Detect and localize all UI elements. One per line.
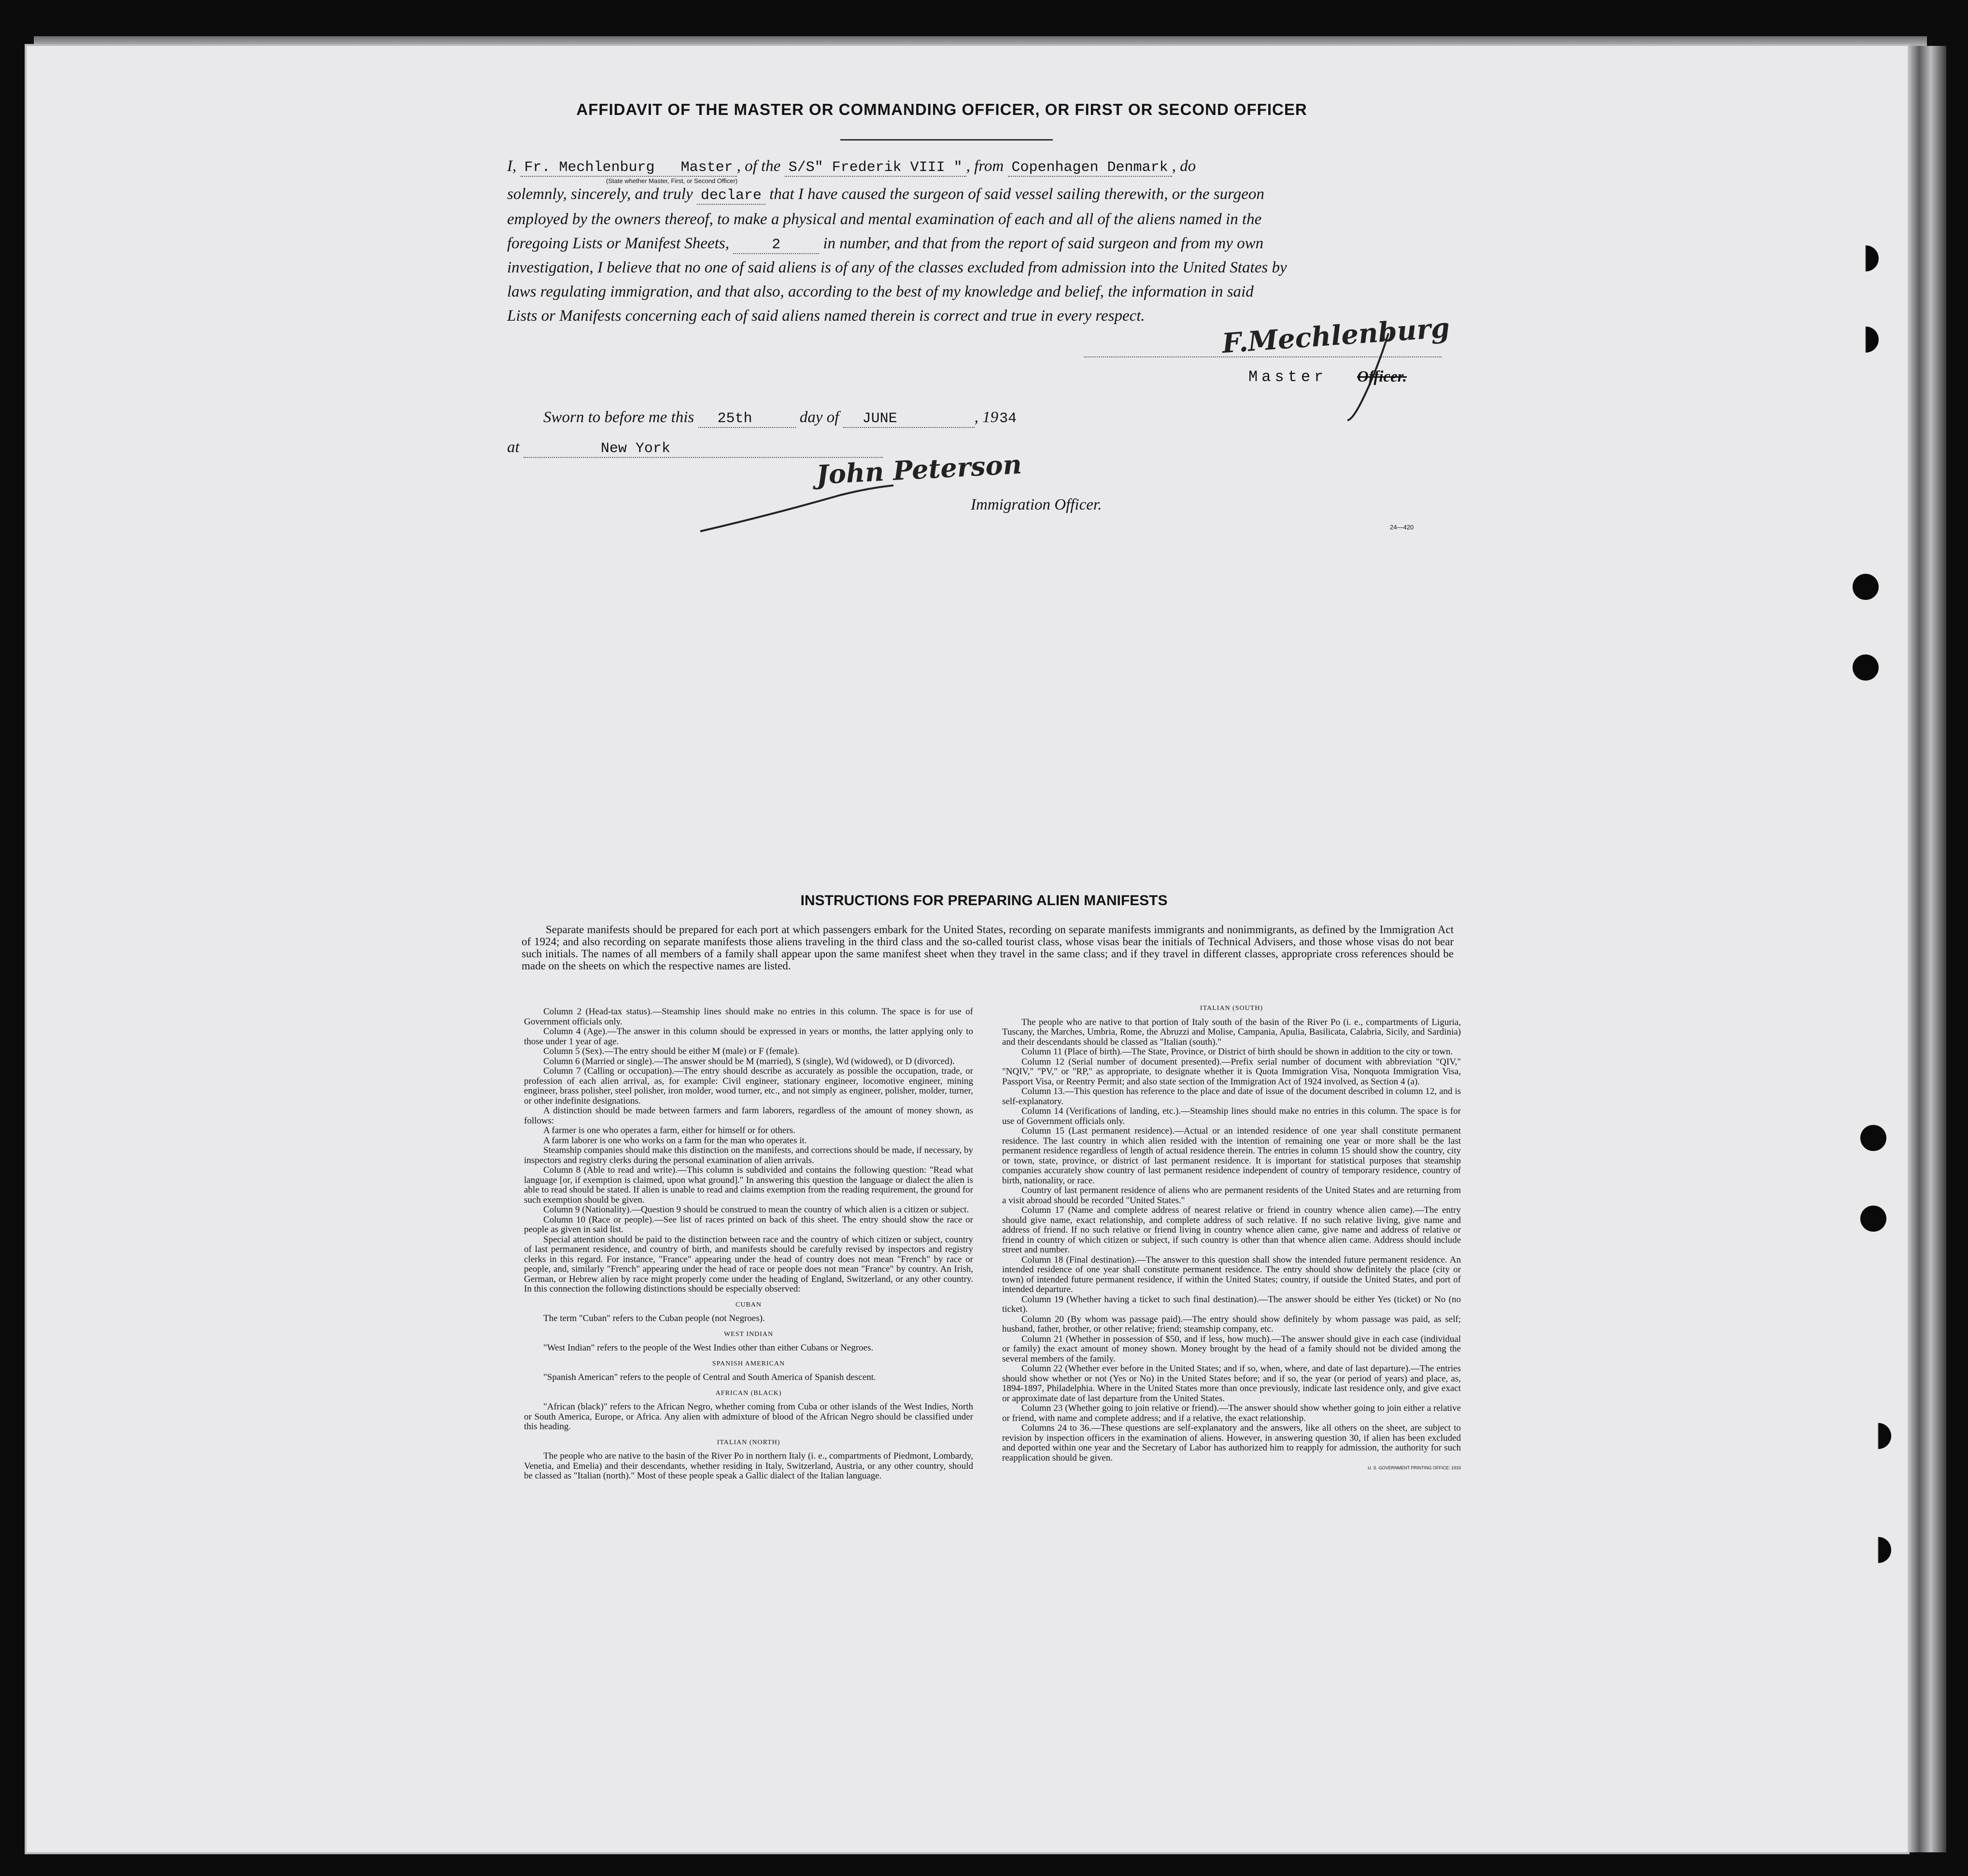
affidavit-line-3: employed by the owners thereof, to make a physical and mental examination of each and all of the aliens named in the [507,211,1262,228]
instructions-right-column [1002,1004,1461,1473]
instruction-paragraph: The term "Cuban" refers to the Cuban people (not Negroes). [543,1313,765,1323]
instruction-paragraph: A farmer is one who operates a farm, either for himself or for others. [543,1125,795,1136]
section-heading: AFRICAN (BLACK) [715,1389,782,1397]
binder-hole [1860,1125,1886,1151]
instruction-paragraph: Column 5 (Sex).—The entry should be either M (male) or F (female). [543,1046,800,1056]
instruction-paragraph: Column 19 (Whether having a ticket to such final destination).—The answer should be either Yes (ticket) or No (no ticket). [1002,1294,1461,1314]
instruction-paragraph: Column 20 (By whom was passage paid).—The entry should show definitely by whom passage was paid, as self; husband, father, brother, or other relative; friend; steamship company, etc. [1002,1314,1461,1334]
affidavit-line-7: Lists or Manifests concerning each of said aliens named therein is correct and true in every respect. [507,307,1145,325]
instruction-paragraph: Column 4 (Age).—The answer in this column should be expressed in years or months, the latter applying only to those under 1 year of age. [524,1026,973,1047]
text: day of [799,409,839,426]
sheet-count-field: 2 [733,237,819,254]
section-heading: SPANISH AMERICAN [712,1360,785,1367]
binder-hole [1865,1423,1891,1449]
section-heading: ITALIAN (NORTH) [717,1438,780,1446]
section-heading: WEST INDIAN [723,1330,774,1338]
text: in number, and that from the report of said surgeon and from my own [823,235,1264,252]
signer-title: Master [1248,368,1328,386]
sworn-year-field: 34 [999,411,1017,427]
instruction-paragraph: Special attention should be paid to the distinction between race and the country of which citizen or subject, country of last permanent residence, and country of birth, and manifests should be carefully revised by inspectors and registry clerks in this regard. For instance, "France" appearing under the head of country does not mean "French" by race or people, and, similarly "French" appearing under the head of race or people does not mean "France" by country. An Irish, German, or Hebrew alien by race might properly come under the heading of England, Switzerland, or any other country. In this connection the following distinctions should be especially observed: [524,1234,973,1294]
instructions-title: INSTRUCTIONS FOR PREPARING ALIEN MANIFESTS [800,893,1168,909]
printing-office-note: U. S. GOVERNMENT PRINTING OFFICE: 1933 [1368,1465,1461,1470]
rank-note: (State whether Master, First, or Second Officer) [606,177,738,185]
master-signature: F.Mechlenburg [1221,312,1451,360]
text: , of the [736,157,781,175]
instruction-paragraph: Column 18 (Final destination).—The answer to this question shall show the intended future permanent residence. An intended residence of one year shall constitute permanent residence. The entry should show definitely the place (city or town) of intended future permanent residence, if within the United States; country, if outside the United States, and port of intended departure. [1002,1254,1461,1294]
page-right-edge [1908,46,1946,1852]
binder-hole [1853,245,1879,271]
port-field: Copenhagen Denmark [1008,159,1172,177]
master-rank: Master [680,159,733,176]
vessel-field: S/S" Frederik VIII " [785,159,966,177]
text: that I have caused the surgeon of said vessel sailing therewith, or the surgeon [769,185,1264,203]
binder-hole [1853,327,1879,353]
instructions-intro: Separate manifests should be prepared for each port at which passengers embark for the United States, recording on separate manifests immigrants and nonimmigrants, as defined by the Immigration Act of 1924; and also recording on separate manifests those aliens traveling in the third class and the so-called tourist class, whose visas bear the initials of Technical Advisers, and those whose visas do not bear such initials. The names of all members of a family shall appear upon the same manifest sheet when they travel in the same class; and if they travel in different classes, appropriate cross references should be made on the sheets on which the respective names are listed. [522,924,1454,972]
affidavit-line-5: investigation, I believe that no one of said aliens is of any of the classes excluded from admission into the United States by [507,259,1287,276]
affidavit-line-6: laws regulating immigration, and that also, according to the best of my knowledge and belief, the information in said [507,283,1254,300]
text: I, [507,157,517,175]
text: foregoing Lists or Manifest Sheets, [507,235,729,252]
section-heading: ITALIAN (SOUTH) [1200,1005,1263,1012]
instruction-paragraph: Column 17 (Name and complete address of nearest relative or friend in country whence alien came).—The entry should give name, exact relationship, and complete address of such relative. If no such relative living, give name and address of friend. If no such relative or friend living in country whence alien came, give name and address of relative or friend in country of which citizen or subject, if such country is other than that whence alien came. Address should include street and number. [1002,1205,1461,1255]
text: , 19 [974,409,999,426]
title-rule [840,139,1053,141]
instruction-paragraph: Column 10 (Race or people).—See list of races printed on back of this sheet. The entry should show the race or people as given in said list. [524,1214,973,1235]
instruction-paragraph: Column 23 (Whether going to join relative or friend).—The answer should show whether going to join either a relative or friend, with name and complete address; and if a relative, the exact relationship. [1002,1403,1461,1423]
officer-title: Immigration Officer. [971,496,1102,513]
instruction-paragraph: Column 11 (Place of birth).—The State, Province, or District of birth should be shown in addition to the city or town. [1021,1047,1453,1057]
section-heading: CUBAN [735,1301,762,1308]
instructions-left-column [524,1007,973,1481]
sworn-month-field: JUNE [843,411,975,428]
signer-title-struck: Officer. [1357,368,1407,385]
instruction-paragraph: Country of last permanent residence of aliens who are permanent residents of the United States and are returning from a visit abroad should be recorded "United States." [1002,1185,1461,1206]
text: , do [1172,157,1196,175]
binder-hole [1853,654,1879,681]
instruction-paragraph: Column 13.—This question has reference to the place and date of issue of the document described in column 12, and is self-explanatory. [1002,1086,1461,1107]
binder-hole [1853,574,1879,600]
instruction-paragraph: Column 12 (Serial number of document presented).—Prefix serial number of document with abbreviation "QIV," "NQIV," "PV," or "RP," as appropriate, to designate whether it is Quota Immigration Visa, Nonquota Immigration Visa, Passport Visa, or Reentry Permit; and also state section of the Immigration Act of 1924 involved, as Section 4 (a). [1002,1056,1461,1087]
instruction-paragraph: Column 21 (Whether in possession of $50, and if less, how much).—The answer should give in each case (individual or family) the exact amount of money shown. Money brought by the head of a family should not be divided among the several members of the family. [1002,1334,1461,1364]
affidavit-line-2 [507,182,1473,208]
instruction-paragraph: "African (black)" refers to the African Negro, whether coming from Cuba or other islands of the West Indies, North or South America, Europe, or Africa. Any alien with admixture of blood of the African Negro should be classified under this heading. [524,1402,973,1432]
instruction-paragraph: "Spanish American" refers to the people of Central and South America of Spanish descent. [543,1372,876,1382]
text: Sworn to before me this [543,409,694,426]
binder-hole [1865,1537,1891,1563]
instruction-paragraph: Column 8 (Able to read and write).—This column is subdivided and contains the following question: "Read what language [or, if exemption is claimed, upon what ground]." In answering this question the language or dialect the alien is able to read should be stated. If alien is unable to read and claims exemption from the reading requirement, the ground for such exemption should be given. [524,1165,973,1205]
affidavit-title: AFFIDAVIT OF THE MASTER OR COMMANDING OFFICER, OR FIRST OR SECOND OFFICER [576,100,1307,118]
affidavit-line-1 [507,154,1473,180]
text: , from [966,157,1004,175]
instruction-paragraph: The people who are native to the basin of the River Po in northern Italy (i. e., compartments of Piedmont, Lombardy, Venetia, and Emelia) and their descendants, whether residing in Italy, Switzerland, Austria, or any other country, should be classed as "Italian (north)." Most of these people speak a Gallic dialect of the Italian language. [524,1451,973,1481]
instruction-paragraph: Column 15 (Last permanent residence).—Actual or an intended residence of one year shall constitute permanent residence. The last country in which alien resided with the intention of remaining one year or more shall be the last permanent residence regardless of length of actual residence therein. The entries in column 15 should show the country, city or town, state, province, or district of last permanent residence. It is important for statistical purposes that steamship companies accurately show country of last permanent residence independent of country of temporary residence, country of birth, nationality, or race. [1002,1126,1461,1186]
instruction-paragraph: Column 6 (Married or single).—The answer should be M (married), S (single), Wd (widowed), or D (divorced). [543,1056,955,1066]
instruction-paragraph: Column 7 (Calling or occupation).—The entry should describe as accurately as possible the occupation, trade, or profession of each alien arrival, as, for example: Civil engineer, stationary engineer, locomotive engineer, mining engineer, brass polisher, steel polisher, iron molder, wood turner, etc., and not simply as engineer, polisher, molder, turner, or other indefinite designations. [524,1066,973,1106]
instruction-paragraph: Column 22 (Whether ever before in the United States; and if so, when, where, and date of last departure).—The entries should show whether or not (Yes or No) in the United States before; and if so, the year (or period of years) and place, as, 1894-1897, Philadelphia. Where in the United States more than once previously, indicate last residence only, and give exact or approximate date of last departure from the United States. [1002,1364,1461,1404]
instruction-paragraph: "West Indian" refers to the people of the West Indies other than either Cubans or Negroes. [543,1343,874,1353]
officer-signature-flourish [695,481,898,539]
place-field: New York [524,441,883,458]
text: solemnly, sincerely, and truly [507,185,693,203]
instruction-paragraph: Steamship companies should make this distinction on the manifests, and corrections should be made, if necessary, by inspectors and registry clerks during the personal examination of alien arrivals. [524,1145,973,1165]
form-code: 24—420 [1390,524,1414,531]
instruction-paragraph: Columns 24 to 36.—These questions are self-explanatory and the answers, like all others on the sheet, are subject to revision by inspection officers in the examination of aliens. However, in answering question 30, if alien has been excluded and deported within one year and the Secretary of Labor has authorized him to reapply for admission, the authority for such reapplication should be given. [1002,1423,1461,1463]
instruction-paragraph: A distinction should be made between farmers and farm laborers, regardless of the amount of money shown, as follows: [524,1106,973,1126]
sworn-line [543,405,1509,431]
instruction-paragraph: Column 2 (Head-tax status).—Steamship lines should make no entries in this column. The space is for use of Government officials only. [524,1007,973,1027]
text: at [507,439,520,456]
officer-signature: John Peterson [815,448,1023,491]
binder-hole [1860,1206,1886,1232]
instruction-paragraph: A farm laborer is one who works on a farm for the man who operates it. [543,1135,807,1146]
instruction-paragraph: Column 14 (Verifications of landing, etc.).—Steamship lines should make no entries in this column. The space is for use of Government officials only. [1002,1106,1461,1126]
sworn-day-field: 25th [698,411,796,428]
affidavit-line-4 [507,231,1473,257]
declare-field: declare [697,187,765,205]
master-name-field [521,159,737,177]
instruction-paragraph: The people who are native to that portion of Italy south of the basin of the River Po (i. e., compartments of Liguria, Tuscany, the Marches, Umbria, Rome, the Abruzzi and Molise, Campania, Apulia, Basilicata, Calabria, Sicily, and Sardinia) and their descendants should be classed as "Italian (south)." [1002,1017,1461,1047]
master-name: Fr. Mechlenburg [524,159,655,176]
instruction-paragraph: Column 9 (Nationality).—Question 9 should be construed to mean the country of which alien is a citizen or subject. [543,1205,969,1215]
